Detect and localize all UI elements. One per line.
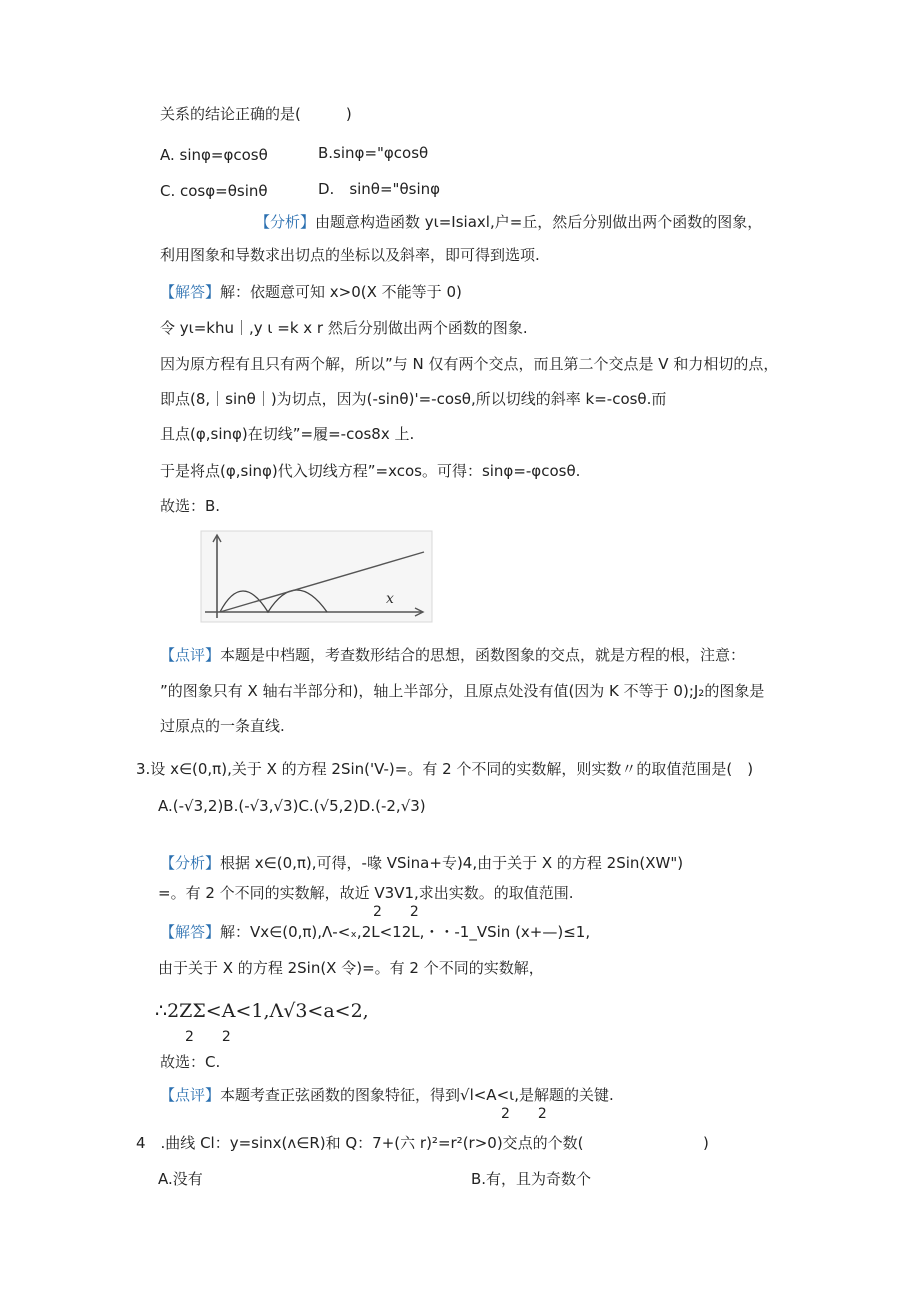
q3-analysis-line-1 <box>160 853 683 873</box>
graph-x-label: x <box>386 591 394 607</box>
q2-answer-line-2: 令 yι=khu｜,y ι =k x r 然后分别做出两个函数的图象. <box>160 319 528 337</box>
review-tag: 【点评】 <box>160 646 221 664</box>
analysis-tag: 【分析】 <box>160 854 221 872</box>
q2-answer-line-5: 且点(φ,sinφ)在切线”=履=-cos8x 上. <box>160 425 415 443</box>
q2-analysis-line-1 <box>255 212 762 232</box>
q2-option-b: B.sinφ="φcosθ <box>318 144 429 162</box>
q2-option-d: D. sinθ="θsinφ <box>318 180 441 198</box>
q3-review-text-1: 本题考查正弦函数的图象特征，得到√l<A<ι,是解题的关键. <box>220 1086 614 1104</box>
analysis-tag: 【分析】 <box>255 213 316 231</box>
q2-option-c: C. cosφ=θsinθ <box>160 182 268 200</box>
q2-answer-text-1: 解：依题意可知 x>0(X 不能等于 0) <box>220 283 462 301</box>
q2-stem-tail: 关系的结论正确的是( ) <box>160 105 352 123</box>
q3-choose: 故选：C. <box>160 1053 221 1071</box>
q3-stem: 3.设 x∈(0,π),关于 X 的方程 2Sin('V-)=。有 2 个不同的实数解，则实数〃的取值范围是( ) <box>136 760 754 778</box>
q2-answer-line-3: 因为原方程有且只有两个解，所以”与 N 仅有两个交点，而且第二个交点是 V 和力相切的点， <box>160 355 779 373</box>
q3-answer-line-3: ∴2ZΣ<A<1,Λ√3<a<2, <box>155 1000 369 1022</box>
q3-analysis-text-1: 根据 x∈(0,π),可得，-喙 VSina+专)4,由于关于 X 的方程 2Sin(XW") <box>220 854 684 872</box>
q3-analysis-fraction-denominators: 2 2 <box>373 904 419 920</box>
q3-answer-text-1: 解：Vx∈(0,π),Λ-<ₓ,2L<12L,・・-1_VSin (x+—)≤1, <box>220 923 591 941</box>
answer-tag: 【解答】 <box>160 923 221 941</box>
q2-review-line-2: ”的图象只有 X 轴右半部分和)，轴上半部分，且原点处没有值(因为 K 不等于 0);J₂的图象是 <box>160 682 765 700</box>
q2-review-line-3: 过原点的一条直线. <box>160 717 285 735</box>
q4-option-b: B.有，且为奇数个 <box>471 1170 592 1188</box>
q2-choose: 故选：B. <box>160 497 221 515</box>
q2-option-a: A. sinφ=φcosθ <box>160 146 268 164</box>
graph-frame <box>201 531 432 622</box>
q3-options: A.(-√3,2)B.(-√3,√3)C.(√5,2)D.(-2,√3) <box>158 797 426 815</box>
q2-analysis-line-2: 利用图象和导数求出切点的坐标以及斜率，即可得到选项. <box>160 246 540 264</box>
q4-stem-close-paren: ) <box>703 1134 709 1152</box>
q4-option-a: A.没有 <box>158 1170 203 1188</box>
q3-answer-fraction-denominators: 2 2 <box>185 1029 231 1045</box>
q4-stem: 4 .曲线 Cl：y=sinx(ʌ∈R)和 Q：7+(六 r)²=r²(r>0)交点的个数( <box>136 1134 584 1152</box>
q2-review-text-1: 本题是中档题，考查数形结合的思想，函数图象的交点，就是方程的根，注意： <box>220 646 746 664</box>
q2-review-line-1 <box>160 645 745 665</box>
q3-analysis-line-2: =。有 2 个不同的实数解，故近 V3V1,求出实数。的取值范围. <box>158 884 574 902</box>
q3-answer-line-2: 由于关于 X 的方程 2Sin(X 令)=。有 2 个不同的实数解， <box>158 959 544 977</box>
q2-answer-line-6: 于是将点(φ,sinφ)代入切线方程”=xcos。可得：sinφ=-φcosθ. <box>160 462 581 480</box>
q2-answer-line-1 <box>160 282 462 302</box>
function-graph <box>200 530 435 625</box>
q3-review-line-1 <box>160 1085 614 1105</box>
q2-answer-line-4: 即点(8,｜sinθ｜)为切点，因为(-sinθ)'=-cosθ,所以切线的斜率 k=-cosθ.而 <box>160 390 667 408</box>
review-tag: 【点评】 <box>160 1086 221 1104</box>
answer-tag: 【解答】 <box>160 283 221 301</box>
q2-analysis-text-1: 由题意构造函数 yι=Isiaxl,户=丘，然后分别做出两个函数的图象， <box>315 213 763 231</box>
q3-review-fraction-denominators: 2 2 <box>501 1106 547 1122</box>
q3-answer-line-1 <box>160 922 590 942</box>
